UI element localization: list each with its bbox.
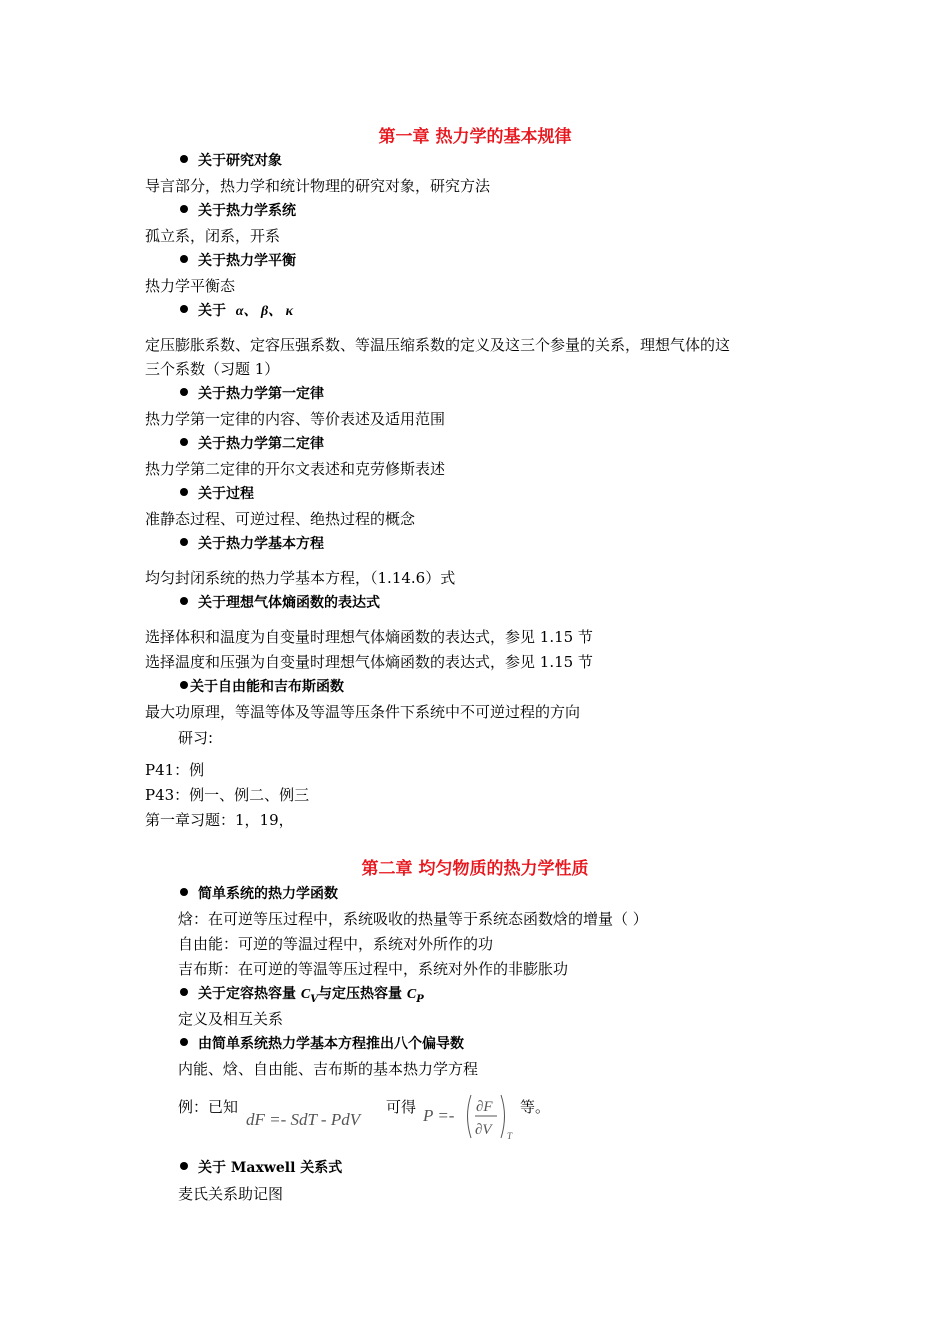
bullet-research-object: 关于研究对象 — [180, 151, 282, 171]
text-gibbs: 吉布斯：在可逆的等温等压过程中，系统对外作的非膨胀功 — [178, 960, 569, 978]
text-entropy-2: 选择温度和压强为自变量时理想气体熵函数的表达式，参见 1.15 节 — [145, 653, 593, 671]
text-first-law: 热力学第一定律的内容、等价表述及适用范围 — [145, 410, 446, 428]
bullet-entropy: 关于理想气体熵函数的表达式 — [180, 593, 380, 613]
bullet-coefficients: 关于 α、 β、 κ — [180, 301, 293, 322]
text-coefficients-2: 三个系数（习题 1） — [145, 360, 280, 378]
bullet-dot — [180, 538, 188, 546]
bullet-heat-capacity: 关于定容热容量 $C_V$与定压热容量 $C_P$ — [180, 984, 424, 1010]
subscript-T: T — [507, 1131, 513, 1141]
text-thermo-equilibrium: 热力学平衡态 — [145, 277, 236, 295]
study-heading: 研习: — [178, 729, 214, 747]
bullet-dot — [180, 1038, 188, 1046]
right-paren — [501, 1095, 505, 1138]
text-free-energy: 自由能：可逆的等温过程中，系统对外所作的功 — [178, 935, 494, 953]
text-enthalpy: 焓：在可逆等压过程中，系统吸收的热量等于系统态函数焓的增量（ ） — [178, 910, 648, 928]
equation-P-lhs: P =- — [423, 1106, 455, 1125]
numerator: ∂F — [476, 1099, 493, 1115]
study-item-1: P41：例 — [145, 761, 205, 779]
partial-derivative — [462, 1092, 518, 1144]
bullet-dot — [180, 681, 188, 689]
bullet-dot — [180, 888, 188, 896]
left-paren — [468, 1095, 472, 1138]
text-free-energy-gibbs: 最大功原理，等温等体及等温等压条件下系统中不可逆过程的方向 — [145, 703, 581, 721]
text-maxwell: 麦氏关系助记图 — [178, 1185, 284, 1203]
bullet-dot — [180, 488, 188, 496]
bullet-thermo-system: 关于热力学系统 — [180, 201, 296, 221]
text-heat-capacity: 定义及相互关系 — [178, 1010, 284, 1028]
bullet-thermo-functions: 简单系统的热力学函数 — [180, 884, 338, 904]
text-second-law: 热力学第二定律的开尔文表述和克劳修斯表述 — [145, 460, 446, 478]
text-eight-partials: 内能、焓、自由能、吉布斯的基本热力学方程 — [178, 1060, 479, 1078]
study-item-3: 第一章习题：1，19， — [145, 811, 294, 829]
chapter-2-title: 第二章 均匀物质的热力学性质 — [361, 859, 589, 879]
bullet-dot — [180, 255, 188, 263]
bullet-dot — [180, 1162, 188, 1170]
text-thermo-system: 孤立系，闭系，开系 — [145, 227, 281, 245]
bullet-second-law: 关于热力学第二定律 — [180, 434, 324, 454]
bullet-dot — [180, 988, 188, 996]
text-fundamental-equation: 均匀封闭系统的热力学基本方程，（1.14.6）式 — [145, 569, 456, 587]
chapter-1-title: 第一章 热力学的基本规律 — [378, 127, 572, 147]
text-coefficients-1: 定压膨胀系数、定容压强系数、等温压缩系数的定义及这三个参量的关系，理想气体的这 — [145, 336, 731, 354]
bullet-free-energy-gibbs: 关于自由能和吉布斯函数 — [180, 677, 344, 697]
bullet-eight-partials: 由简单系统热力学基本方程推出八个偏导数 — [180, 1034, 464, 1054]
bullet-dot — [180, 305, 188, 313]
study-item-2: P43：例一、例二、例三 — [145, 786, 310, 804]
example-prefix: 例：已知 — [178, 1098, 239, 1116]
bullet-dot — [180, 155, 188, 163]
text-research-object: 导言部分，热力学和统计物理的研究对象，研究方法 — [145, 177, 491, 195]
text-entropy-1: 选择体积和温度为自变量时理想气体熵函数的表达式，参见 1.15 节 — [145, 628, 593, 646]
text-process: 准静态过程、可逆过程、绝热过程的概念 — [145, 510, 416, 528]
denominator: ∂V — [475, 1122, 492, 1138]
bullet-maxwell: 关于 Maxwell 关系式 — [180, 1158, 342, 1178]
bullet-thermo-equilibrium: 关于热力学平衡 — [180, 251, 296, 271]
bullet-dot — [180, 597, 188, 605]
example-middle: 可得 — [386, 1098, 417, 1116]
bullet-dot — [180, 438, 188, 446]
bullet-process: 关于过程 — [180, 484, 254, 504]
bullet-fundamental-equation: 关于热力学基本方程 — [180, 534, 324, 554]
example-suffix: 等。 — [520, 1098, 551, 1116]
equation-dF: dF =- SdT - PdV — [246, 1110, 361, 1129]
bullet-dot — [180, 205, 188, 213]
greek-symbols: α、 β、 κ — [235, 304, 294, 319]
bullet-dot — [180, 388, 188, 396]
bullet-first-law: 关于热力学第一定律 — [180, 384, 324, 404]
